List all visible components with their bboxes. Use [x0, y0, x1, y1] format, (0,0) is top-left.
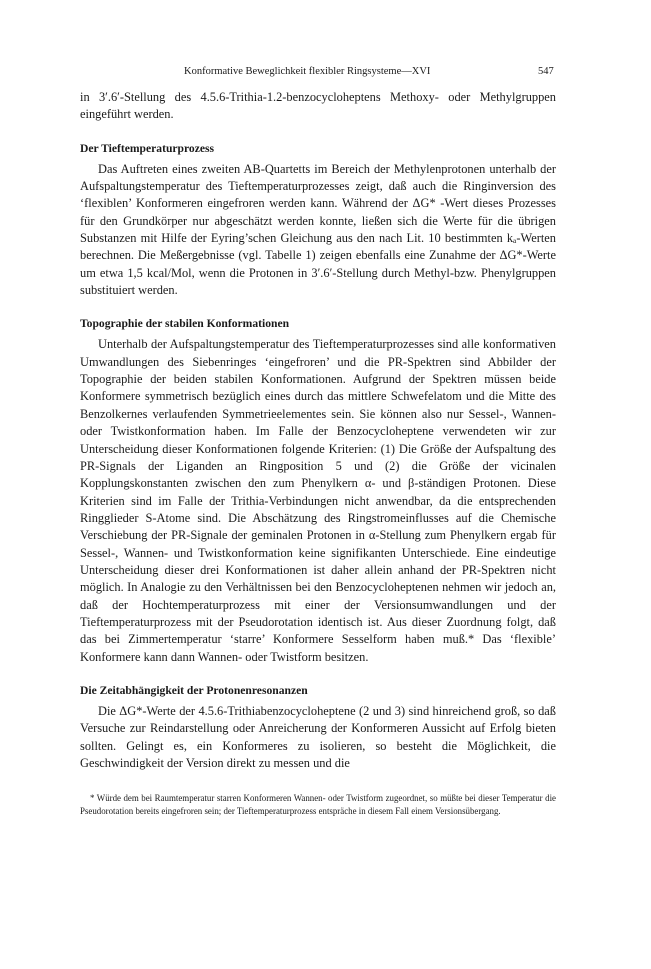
paragraph: Die ΔG*-Werte der 4.5.6-Trithiabenzocycloheptene (2 und 3) sind hinreichend groß, so daß Versuche zur Reindarstellung oder Anreicherung der Konformeren Aussicht auf Erfolg bieten sollten. Gelingt es, ein Konformeres zu isolieren, so besteht die Möglichkeit, die Geschwindigkeit der Version direkt zu messen und die: [80, 703, 556, 770]
section-heading-zeitabhaengigkeit: Die Zeitabhängigkeit der Protonenresonanzen: [80, 683, 308, 697]
paragraph: Unterhalb der Aufspaltungstemperatur des Tieftemperaturprozesses sind alle konformativen Umwandlungen des Siebenringes ‘eingefroren’ und die PR-Spektren sind Abbilder der Topographie der beiden stabilen Konformationen. Aufgrund der Spektren müssen beide Konformere symmetrisch bezüglich eines durch das mittlere Schwefelatom und die Mitte des Benzolkernes verlaufenden Symmetrieelementes sein. Sie können also nur Sessel-, Wannen- oder Twistkonformation haben. Im Falle der Benzocycloheptene verwendeten wir zur Unterscheidung dieser Konformationen folgende Kriterien: (1) Die Größe der Aufspaltung des PR-Signals der Liganden an Ringposition 5 und (2) die Größe der vicinalen Kopplungskonstanten zwischen den zum Phenylkern α- und β-ständigen Protonen. Diese Kriterien sind im Falle der Trithia-Verbindungen nicht anwendbar, da die entsprechenden Ringglieder S-Atome sind. Die Abschätzung des Ringstromeinflusses auf die Chemische Verschiebung der PR-Signale der geminalen Protonen in α-Stellung zum Phenylkern ergab für Sessel-, Wannen- und Twistkonformation keine signifikanten Unterschiede. Eine eindeutige Unterscheidung dieser drei Konformationen ist daher allein anhand der PR-Spektren nicht möglich. In Analogie zu den Verhältnissen bei den Benzocycloheptenen nehmen wir jedoch an, daß der Hochtemperaturprozess mit einer der Versionsumwandlungen und der Tieftemperaturprozess mit der Pseudorotation identisch ist. Aus dieser Zuordnung folgt, daß das bei Zimmertemperatur ‘starre’ Konformere Sesselform haben muß.* Das ‘flexible’ Konformere kann dann Wannen- oder Twistform besitzen.: [80, 337, 556, 664]
page-number: 547: [538, 66, 554, 77]
paragraph: Das Auftreten eines zweiten AB-Quartetts im Bereich der Methylenprotonen unterhalb der Aufspaltungstemperatur des Tieftemperaturprozesses zeigt, daß auch die Ringinversion des ‘flexiblen’ Konformeren eingefroren werden kann. Während der ΔG* -Wert dieses Prozesses für den Grundkörper nur abgeschätzt werden konnte, ließen sich die Werte für die übrigen Substanzen mit Hilfe der Eyring’schen Gleichung aus den nach Lit. 10 bestimmten kₐ-Werten berechnen. Die Meßergebnisse (vgl. Tabelle 1) zeigen ebenfalls eine Zunahme der ΔG*-Werte um etwa 1,5 kcal/Mol, wenn die Protonen in 3′.6′-Stellung durch Methyl-bzw. Phenylgruppen substituiert werden.: [80, 161, 556, 298]
section-heading-tieftemperaturprozess: Der Tieftemperaturprozess: [80, 141, 215, 155]
section-heading-topographie: Topographie der stabilen Konformationen: [80, 317, 290, 331]
running-head-title: Konformative Beweglichkeit flexibler Ringsysteme—XVI: [184, 66, 431, 77]
footnote: * Würde dem bei Raumtemperatur starren Konformeren Wannen- oder Twistform zugeordnet, so müßte bei dieser Temperatur die Pseudorotation bereits eingefroren sein; der Tieftemperaturprozess entspräche in diesem Fall einem Versionsübergang.: [80, 793, 556, 816]
intro-paragraph: in 3′.6′-Stellung des 4.5.6-Trithia-1.2-benzocycloheptens Methoxy- oder Methylgruppen eingeführt werden.: [80, 90, 556, 122]
article-body: [80, 89, 556, 818]
